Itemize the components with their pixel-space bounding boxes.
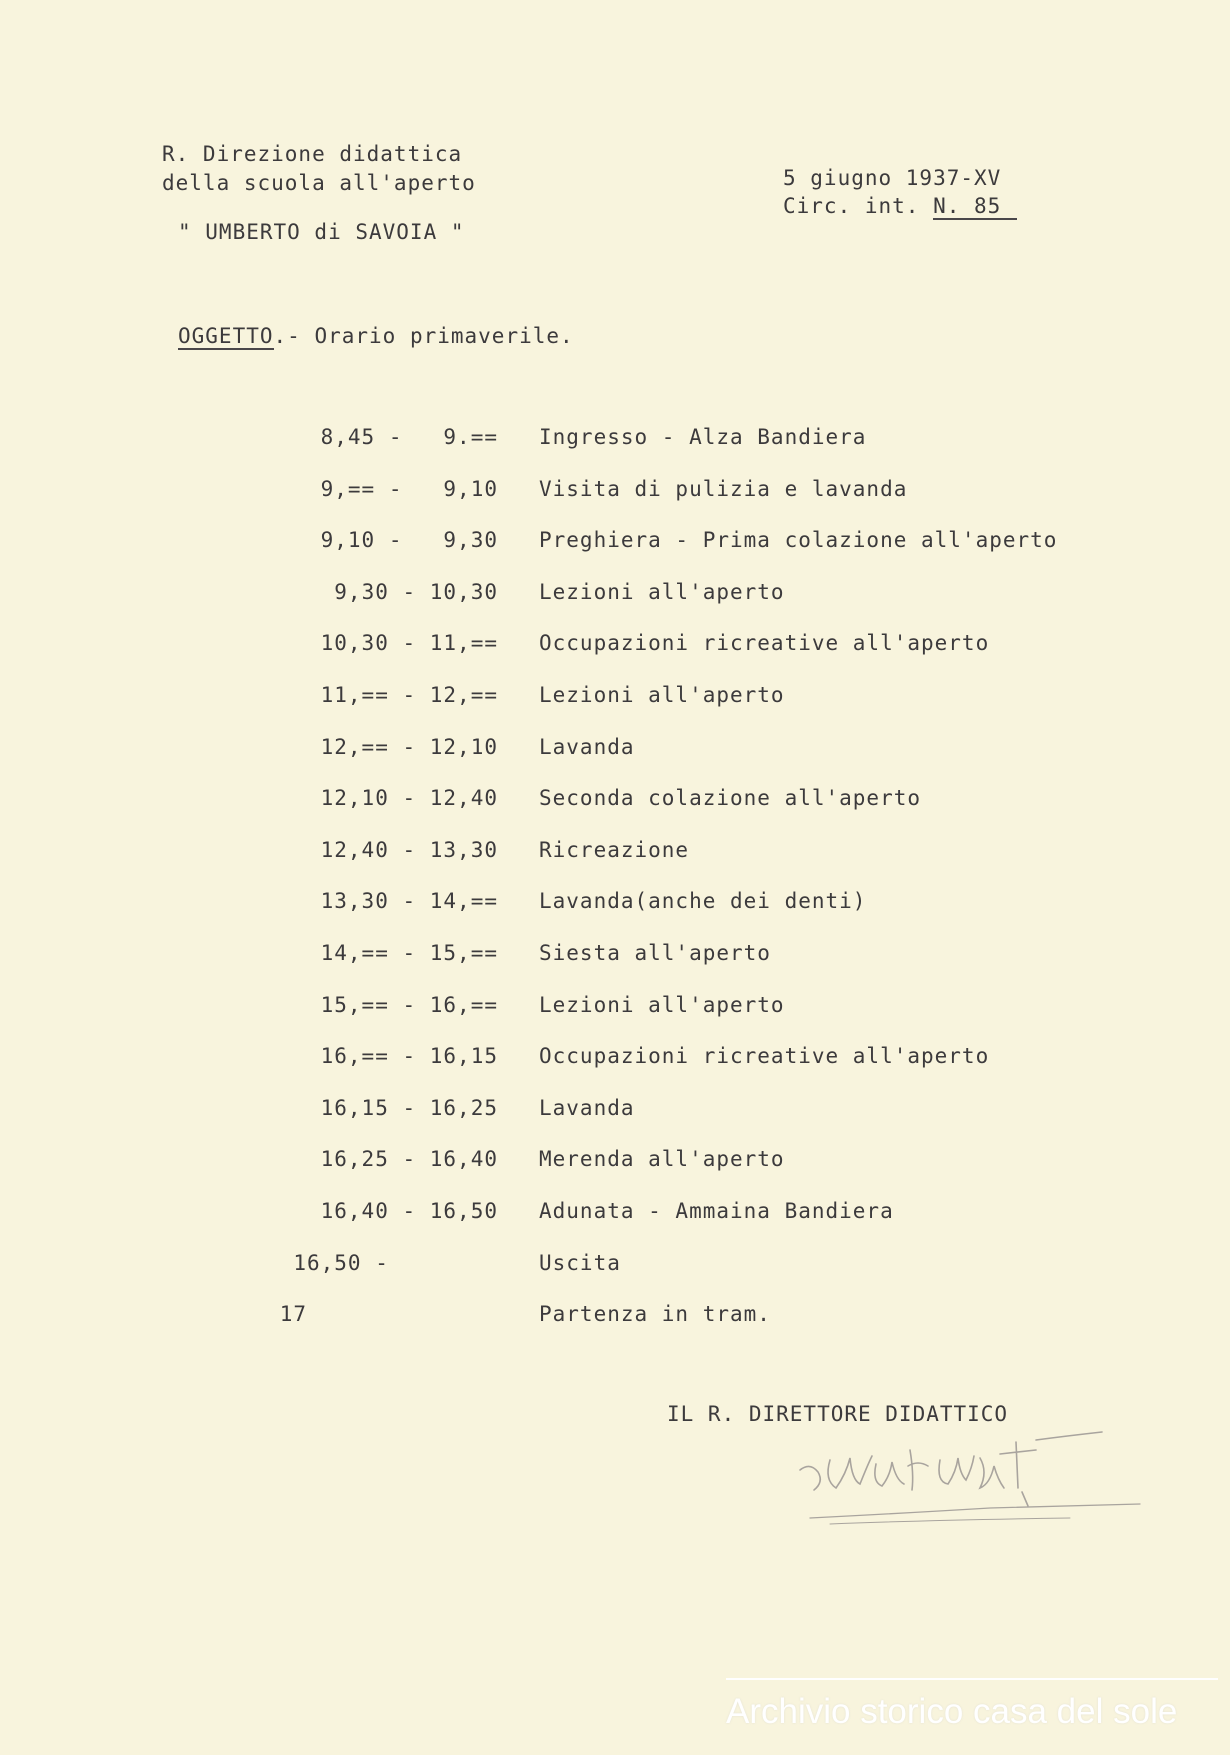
schedule-activity: Occupazioni ricreative all'aperto xyxy=(539,1044,990,1069)
schedule-row xyxy=(256,1147,1057,1199)
schedule-time: 12,40 - 13,30 xyxy=(320,837,498,862)
circular-number: N. 85 xyxy=(933,194,1017,220)
schedule-activity: Lezioni all'aperto xyxy=(539,682,785,707)
schedule-time: 16,15 - 16,25 xyxy=(320,1095,498,1120)
schedule-time: 12,10 - 12,40 xyxy=(320,786,498,811)
schedule-activity: Visita di pulizia e lavanda xyxy=(539,476,908,501)
schedule-row xyxy=(256,580,1057,632)
schedule-activity: Ingresso - Alza Bandiera xyxy=(539,425,867,449)
schedule-time: 12,== - 12,10 xyxy=(320,734,498,759)
office-line-2: della scuola all'aperto xyxy=(162,171,476,195)
schedule-time: 16,50 - xyxy=(293,1250,498,1275)
schedule-activity: Preghiera - Prima colazione all'aperto xyxy=(539,528,1058,553)
schedule-row xyxy=(256,1251,1057,1303)
subject-text: .- Orario primaverile. xyxy=(273,324,574,348)
schedule-time: 17 xyxy=(279,1302,498,1327)
school-name: " UMBERTO di SAVOIA " xyxy=(178,220,465,244)
subject-label: OGGETTO xyxy=(178,324,274,348)
schedule-row xyxy=(256,1096,1057,1148)
schedule-row xyxy=(256,889,1057,941)
schedule-row xyxy=(256,1302,1057,1354)
schedule-row xyxy=(256,1199,1057,1251)
schedule-activity: Uscita xyxy=(539,1250,621,1275)
schedule-time: 14,== - 15,== xyxy=(320,940,498,965)
schedule-activity: Merenda all'aperto xyxy=(539,1147,785,1172)
subject-line xyxy=(178,324,574,348)
archive-watermark: Archivio storico casa del sole xyxy=(726,1678,1218,1732)
schedule-row xyxy=(256,993,1057,1045)
schedule-activity: Seconda colazione all'aperto xyxy=(539,786,922,811)
schedule-time: 13,30 - 14,== xyxy=(320,889,498,914)
schedule-activity: Siesta all'aperto xyxy=(539,940,771,965)
schedule-activity: Occupazioni ricreative all'aperto xyxy=(539,631,990,656)
schedule-row xyxy=(256,631,1057,683)
circular-reference xyxy=(783,192,1017,220)
schedule-row xyxy=(256,425,1057,477)
schedule-row xyxy=(256,838,1057,890)
schedule-table xyxy=(256,425,1057,1354)
schedule-activity: Partenza in tram. xyxy=(539,1302,771,1327)
letterhead xyxy=(162,140,476,198)
schedule-time: 16,== - 16,15 xyxy=(320,1044,498,1069)
schedule-row xyxy=(256,735,1057,787)
schedule-time: 9,10 - 9,30 xyxy=(320,528,498,553)
circular-prefix: Circ. int. xyxy=(783,194,934,218)
schedule-row xyxy=(256,1044,1057,1096)
schedule-time: 16,40 - 16,50 xyxy=(320,1198,498,1223)
office-line-1: R. Direzione didattica xyxy=(162,142,463,166)
schedule-time: 15,== - 16,== xyxy=(320,992,498,1017)
schedule-row xyxy=(256,477,1057,529)
schedule-time: 8,45 - 9.== xyxy=(320,425,498,449)
signature-title: IL R. DIRETTORE DIDATTICO xyxy=(667,1402,1009,1426)
schedule-activity: Lavanda xyxy=(539,1095,635,1120)
circular-info xyxy=(783,164,1017,220)
schedule-activity: Ricreazione xyxy=(539,837,690,862)
schedule-time: 16,25 - 16,40 xyxy=(320,1147,498,1172)
schedule-row xyxy=(256,941,1057,993)
schedule-activity: Lavanda xyxy=(539,734,635,759)
schedule-activity: Adunata - Ammaina Bandiera xyxy=(539,1198,894,1223)
schedule-time: 9,== - 9,10 xyxy=(320,476,498,501)
circular-date: 5 giugno 1937-XV xyxy=(783,166,1002,190)
schedule-row xyxy=(256,528,1057,580)
schedule-row xyxy=(256,683,1057,735)
schedule-activity: Lezioni all'aperto xyxy=(539,579,785,604)
handwritten-signature xyxy=(790,1430,1150,1540)
schedule-time: 11,== - 12,== xyxy=(320,682,498,707)
schedule-time: 9,30 - 10,30 xyxy=(334,579,498,604)
schedule-time: 10,30 - 11,== xyxy=(320,631,498,656)
schedule-activity: Lavanda(anche dei denti) xyxy=(539,889,867,914)
schedule-row xyxy=(256,786,1057,838)
schedule-activity: Lezioni all'aperto xyxy=(539,992,785,1017)
